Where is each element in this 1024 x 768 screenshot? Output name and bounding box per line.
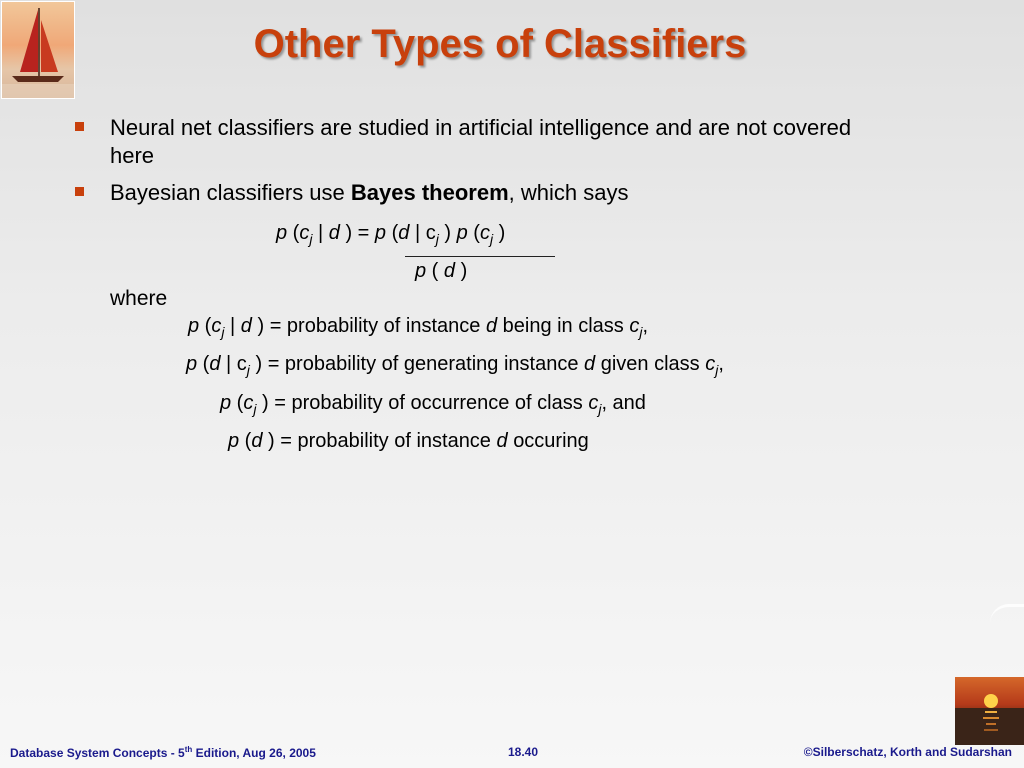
definition-prior: p ($c_j$ ) = probability of occurrence of class $c_j$, and [220, 392, 646, 417]
sunset-icon [955, 677, 1024, 745]
bullet-text-continued: here [110, 143, 155, 168]
bullet-text [110, 180, 628, 206]
footer-book-title: Database System Concepts - 5th Edition, Aug 26, 2005 [10, 745, 316, 760]
definition-likelihood: p (d | $c_j$ ) = probability of generating instance d given class $c_j$, [186, 353, 724, 378]
bayes-denominator: p ( d ) [415, 260, 468, 282]
bullet-text: Neural net classifiers are studied in artificial intelligence and are not covered [110, 115, 852, 140]
decorative-swoosh [990, 604, 1024, 623]
bayes-numerator: p ($c_j$ | d ) = p (d | $c_j$ ) p ($c_j$ ) [276, 222, 506, 247]
sailboat-logo-image [1, 1, 75, 99]
footer-slide-number: 18.40 [508, 745, 539, 759]
definition-evidence: p (d ) = probability of instance d occuring [228, 430, 589, 452]
sailboat-icon [2, 2, 74, 98]
bullet-prefix: Bayesian classifiers use [110, 180, 351, 205]
bullet-suffix: , which says [508, 180, 629, 205]
bullet-marker [75, 122, 84, 131]
where-label: where [110, 287, 168, 310]
fraction-line [405, 256, 555, 257]
bullet-marker [75, 187, 84, 196]
footer-copyright: ©Silberschatz, Korth and Sudarshan [803, 745, 1012, 759]
slide-title: Other Types of Classifiers [253, 22, 747, 66]
definition-posterior: p ($c_j$ | d ) = probability of instance d being in class $c_j$, [188, 315, 649, 340]
bold-term: Bayes theorem [350, 180, 509, 205]
sunset-logo-image [955, 677, 1024, 745]
